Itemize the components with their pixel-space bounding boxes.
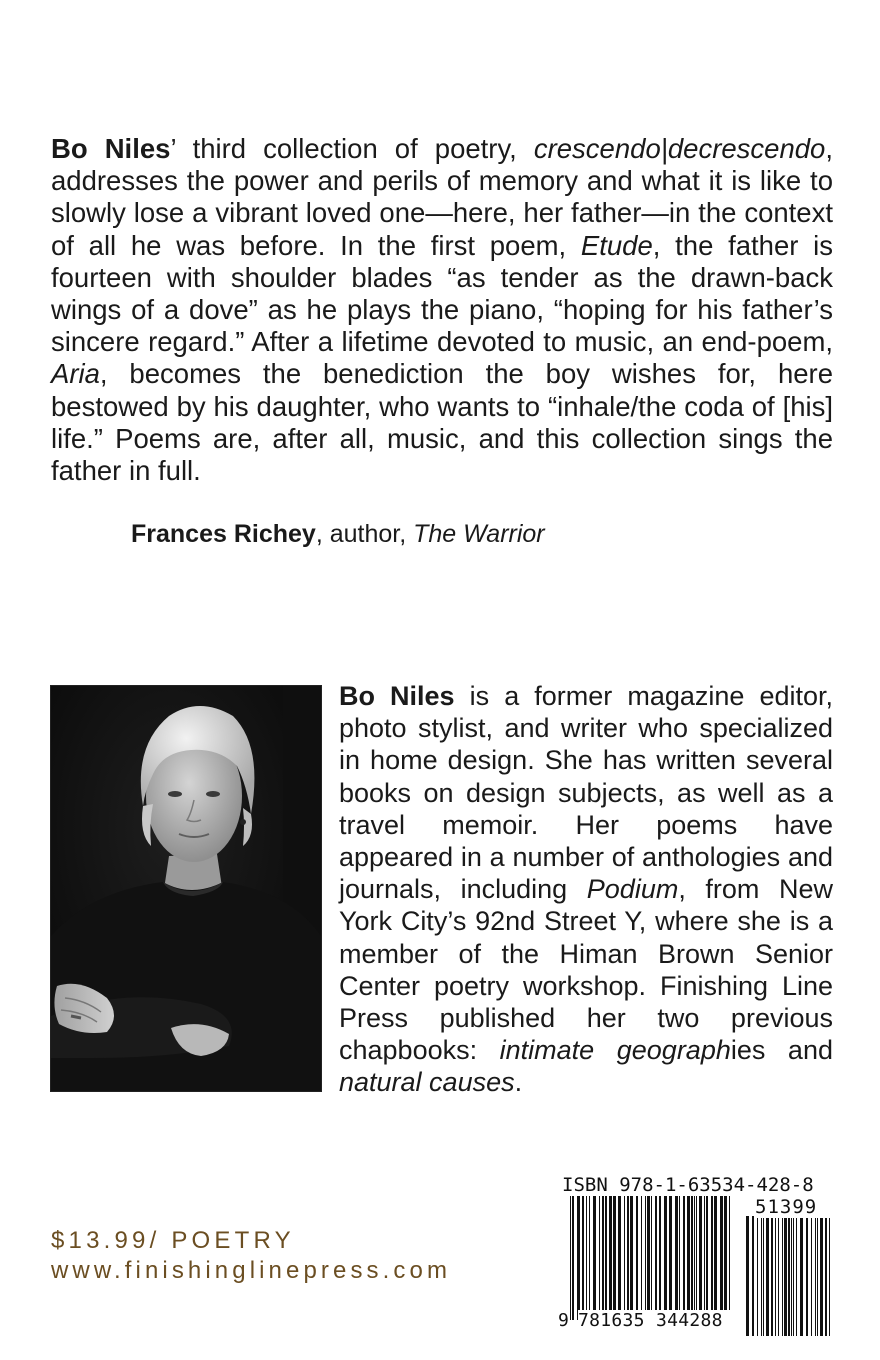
barcode-bar bbox=[720, 1196, 723, 1310]
blurb-text-3: , the father is fourteen with shoulder blades “as tender as the drawn-back wings of a dove” as he plays the piano, “hoping for his father’s sincere regard.” After a lifetime devoted to music, an end-poem, bbox=[51, 229, 833, 358]
author-portrait-illustration bbox=[51, 686, 321, 1091]
blurb-text-2: , addresses the power and perils of memory and what it is like to slowly lose a vibrant loved one—here, her father—in the context of all he was before. In the first poem, bbox=[51, 133, 833, 261]
blurb-attribution bbox=[131, 518, 545, 550]
bio-text-1: is a former magazine editor, photo stylist, and writer who specialized in home design. She has written several books on design subjects, as well as a travel memoir. Her poems have appeared in a number of anthologies and journals, including bbox=[339, 681, 834, 905]
barcode-bar bbox=[659, 1196, 661, 1310]
barcode-bar bbox=[784, 1216, 787, 1336]
blurb-text-1: ’ third collection of poetry, bbox=[170, 133, 534, 164]
poem-title-aria: Aria bbox=[51, 358, 100, 390]
publisher-website: www.finishinglinepress.com bbox=[51, 1257, 452, 1284]
barcode-bar bbox=[820, 1216, 823, 1336]
barcode-bar bbox=[586, 1196, 587, 1310]
barcode-bar bbox=[602, 1196, 604, 1310]
bio-text-2: , from New York City’s 92nd Street Y, where she is a member of the Himan Brown Senior Center poetry workshop. Finishing Line Press published her two previous chapbooks: bbox=[339, 874, 833, 1066]
barcode-bar bbox=[582, 1196, 584, 1310]
barcode-bar bbox=[788, 1216, 790, 1336]
bio-name: Bo Niles bbox=[339, 681, 455, 711]
attribution-work: The Warrior bbox=[413, 520, 545, 548]
bio-book-1-suffix: ies and bbox=[730, 1035, 833, 1066]
back-cover-blurb bbox=[51, 133, 833, 487]
author-bio bbox=[339, 680, 833, 1099]
attribution-middle: , author, bbox=[315, 520, 414, 548]
price-category: $13.99/ POETRY bbox=[51, 1227, 295, 1254]
barcode-bar bbox=[793, 1216, 794, 1336]
barcode-bar bbox=[651, 1196, 652, 1310]
barcode-bar bbox=[636, 1196, 638, 1310]
barcode-bar bbox=[829, 1216, 830, 1336]
barcode-bar bbox=[630, 1196, 633, 1310]
barcode-bar bbox=[593, 1196, 596, 1310]
barcode-bar bbox=[761, 1216, 762, 1336]
author-photo bbox=[50, 685, 322, 1092]
book-title: crescendo|decrescendo bbox=[533, 133, 826, 164]
barcode-bar bbox=[806, 1216, 808, 1336]
barcode-bar bbox=[647, 1196, 650, 1310]
barcode-bar bbox=[605, 1196, 607, 1310]
barcode-bar bbox=[679, 1196, 680, 1310]
barcode-bar bbox=[729, 1196, 730, 1320]
barcode-bar bbox=[696, 1196, 697, 1310]
barcode-bar bbox=[699, 1196, 702, 1310]
barcode-bar bbox=[641, 1196, 642, 1310]
barcode-bar bbox=[775, 1216, 776, 1336]
isbn-label: ISBN 978-1-63534-428-8 bbox=[562, 1174, 814, 1196]
barcode-bar bbox=[706, 1196, 708, 1310]
barcode-bar bbox=[599, 1196, 600, 1310]
barcode-bar bbox=[782, 1216, 783, 1336]
barcode-bar bbox=[791, 1216, 792, 1336]
barcode-bar bbox=[691, 1196, 693, 1310]
barcode-bar bbox=[664, 1196, 667, 1310]
barcode-bar bbox=[704, 1196, 705, 1310]
barcode-bar bbox=[683, 1196, 685, 1310]
barcode-bar bbox=[714, 1196, 717, 1310]
blurb-text-4: , becomes the benediction the boy wishes for, here bestowed by his daughter, who wants to “inhale/the coda of [his] life.” Poems are, after all, music, and this collection sings the father in full. bbox=[51, 358, 833, 487]
barcode-bar bbox=[669, 1196, 672, 1310]
barcode-bar bbox=[627, 1196, 629, 1310]
barcode-bar bbox=[572, 1196, 574, 1320]
poem-title-etude: Etude bbox=[580, 229, 653, 261]
barcode-bar bbox=[589, 1196, 590, 1310]
barcode-bar bbox=[694, 1196, 695, 1310]
barcode-bar bbox=[752, 1216, 754, 1336]
barcode-bar bbox=[624, 1196, 625, 1310]
barcode-bar bbox=[796, 1216, 797, 1336]
barcode-bar bbox=[645, 1196, 646, 1310]
barcode-bar bbox=[778, 1216, 779, 1336]
bio-book-1: intimate geograph bbox=[499, 1035, 731, 1066]
bio-journal: Podium bbox=[586, 874, 679, 905]
barcode-bar bbox=[746, 1216, 749, 1336]
bio-text-3: . bbox=[514, 1067, 523, 1098]
barcode-bar bbox=[766, 1216, 769, 1336]
barcode-bar bbox=[577, 1196, 580, 1320]
barcode-bar bbox=[570, 1196, 571, 1320]
barcode-bar bbox=[815, 1216, 816, 1336]
barcode-bar bbox=[675, 1196, 678, 1310]
bio-book-2: natural causes bbox=[339, 1067, 515, 1098]
blurb-author: Bo Niles bbox=[51, 133, 171, 164]
barcode-main-digits: 781635 344288 bbox=[578, 1310, 730, 1332]
barcode-bar bbox=[609, 1196, 612, 1310]
barcode-bar bbox=[613, 1196, 616, 1310]
barcode-bar bbox=[687, 1196, 690, 1310]
barcode-bar bbox=[763, 1216, 764, 1336]
barcode-bar bbox=[655, 1196, 657, 1310]
barcode-bar bbox=[825, 1216, 827, 1336]
barcode-bar bbox=[817, 1216, 818, 1336]
barcode-bar bbox=[771, 1216, 773, 1336]
barcode-lead-digit: 9 bbox=[558, 1310, 569, 1331]
attribution-name: Frances Richey bbox=[131, 520, 316, 548]
barcode-bar bbox=[811, 1216, 812, 1336]
barcode-bar bbox=[724, 1196, 727, 1320]
barcode-bar bbox=[800, 1216, 803, 1336]
barcode-addon-digits: 51399 bbox=[755, 1196, 833, 1218]
barcode-bar bbox=[757, 1216, 758, 1336]
barcode-bar bbox=[618, 1196, 621, 1310]
barcode-bar bbox=[711, 1196, 713, 1310]
